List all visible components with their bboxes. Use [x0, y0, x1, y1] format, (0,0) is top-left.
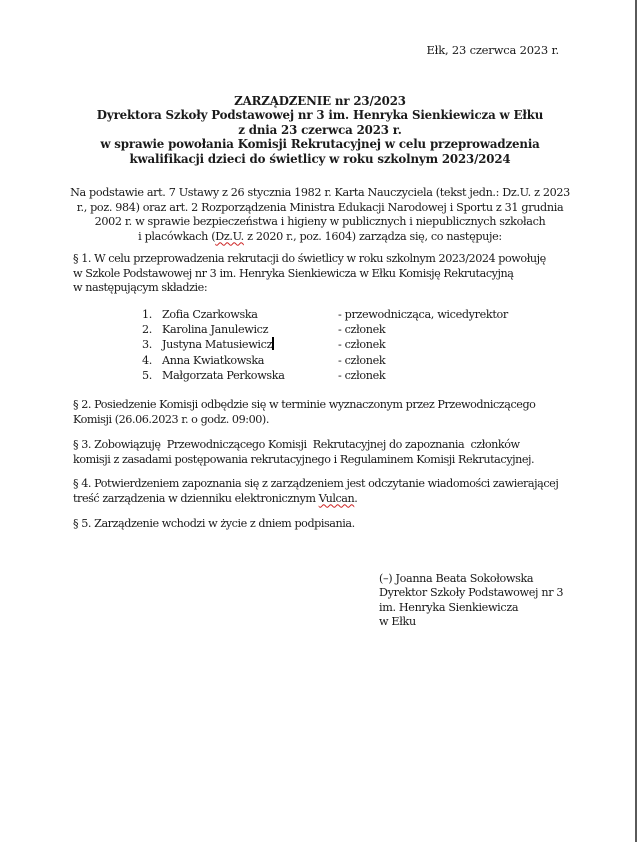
- signature-line: w Ełku: [379, 614, 416, 628]
- section-line: [73, 492, 573, 507]
- spellcheck-flagged-word[interactable]: Vulcan: [318, 491, 355, 505]
- member-number: 1.: [142, 308, 152, 321]
- list-item: [130, 337, 530, 352]
- preamble-line: [70, 230, 570, 245]
- member-role: - członek: [338, 353, 386, 367]
- title-line: w sprawie powołania Komisji Rekrutacyjnej w celu przeprowadzenia: [100, 137, 540, 152]
- member-role: - przewodnicząca, wicedyrektor: [338, 308, 508, 321]
- member-name: Karolina Janulewicz: [162, 323, 269, 337]
- section-text: treść zarządzenia w dzienniku elektronicznym: [73, 491, 319, 505]
- member-number: 3.: [142, 338, 152, 352]
- section-line: w następującym składzie:: [73, 281, 208, 294]
- section-line: § 5. Zarządzenie wchodzi w życie z dniem podpisania.: [73, 517, 355, 530]
- title-line: kwalifikacji dzieci do świetlicy w roku szkolnym 2023/2024: [129, 151, 511, 166]
- list-item: [130, 307, 530, 322]
- section-2: [73, 398, 573, 427]
- signature-line: (–) Joanna Beata Sokołowska: [379, 572, 534, 585]
- section-line: § 3. Zobowiązuję Przewodniczącego Komisji Rekrutacyjnej do zapoznania członków: [73, 438, 520, 451]
- section-4: [73, 477, 573, 506]
- title-line: Dyrektora Szkoły Podstawowej nr 3 im. Henryka Sienkiewicza w Ełku: [96, 108, 544, 123]
- member-role: - członek: [338, 338, 386, 352]
- member-name: Zofia Czarkowska: [162, 308, 258, 321]
- list-item: [130, 368, 530, 383]
- section-5: [73, 517, 573, 532]
- list-item: [130, 353, 530, 368]
- text-cursor: [272, 337, 274, 350]
- section-line: § 1. W celu przeprowadzenia rekrutacji do świetlicy w roku szkolnym 2023/2024 powołuję: [73, 252, 546, 265]
- preamble-text: i placówkach (: [138, 229, 216, 243]
- member-name: Małgorzata Perkowska: [162, 368, 285, 382]
- member-role: - członek: [338, 323, 386, 337]
- section-1: [73, 252, 573, 296]
- section-line: Komisji (26.06.2023 r. o godz. 09:00).: [73, 412, 269, 426]
- signature-line: Dyrektor Szkoły Podstawowej nr 3: [379, 586, 564, 600]
- member-role: - członek: [338, 368, 386, 382]
- preamble-line: r., poz. 984) oraz art. 2 Rozporządzenia Ministra Edukacji Narodowej i Sportu z 31 grudnia: [76, 200, 564, 214]
- committee-members-list: [130, 307, 530, 383]
- preamble-text: z 2020 r., poz. 1604) zarządza się, co następuje:: [243, 229, 502, 243]
- member-number: 2.: [142, 323, 152, 337]
- legal-basis-preamble: [70, 186, 570, 244]
- place-and-date: Ełk, 23 czerwca 2023 r.: [426, 43, 559, 57]
- section-3: [73, 438, 573, 467]
- document-title: [70, 94, 570, 166]
- spellcheck-flagged-word[interactable]: Dz.U.: [215, 229, 244, 243]
- preamble-line: Na podstawie art. 7 Ustawy z 26 stycznia 1982 r. Karta Nauczyciela (tekst jedn.: Dz.U. z 2023: [70, 186, 570, 199]
- title-line: z dnia 23 czerwca 2023 r.: [238, 122, 402, 137]
- section-line: w Szkole Podstawowej nr 3 im. Henryka Sienkiewicza w Ełku Komisję Rekrutacyjną: [73, 266, 514, 280]
- section-line: § 4. Potwierdzeniem zapoznania się z zarządzeniem jest odczytanie wiadomości zawierającej: [73, 477, 559, 490]
- member-name: Justyna Matusiewicz: [162, 338, 273, 352]
- member-number: 4.: [142, 353, 152, 367]
- signature-block: [379, 572, 599, 629]
- member-name-with-cursor[interactable]: [162, 337, 338, 352]
- list-item: [130, 322, 530, 337]
- section-text: .: [354, 491, 358, 505]
- section-line: § 2. Posiedzenie Komisji odbędzie się w terminie wyznaczonym przez Przewodniczącego: [73, 398, 536, 411]
- section-line: komisji z zasadami postępowania rekrutacyjnego i Regulaminem Komisji Rekrutacyjnej.: [73, 452, 535, 466]
- signature-line: im. Henryka Sienkiewicza: [379, 600, 519, 614]
- title-line: ZARZĄDZENIE nr 23/2023: [234, 94, 406, 108]
- member-number: 5.: [142, 368, 152, 382]
- member-name: Anna Kwiatkowska: [162, 353, 265, 367]
- preamble-line: 2002 r. w sprawie bezpieczeństwa i higieny w publicznych i niepublicznych szkołach: [94, 215, 546, 228]
